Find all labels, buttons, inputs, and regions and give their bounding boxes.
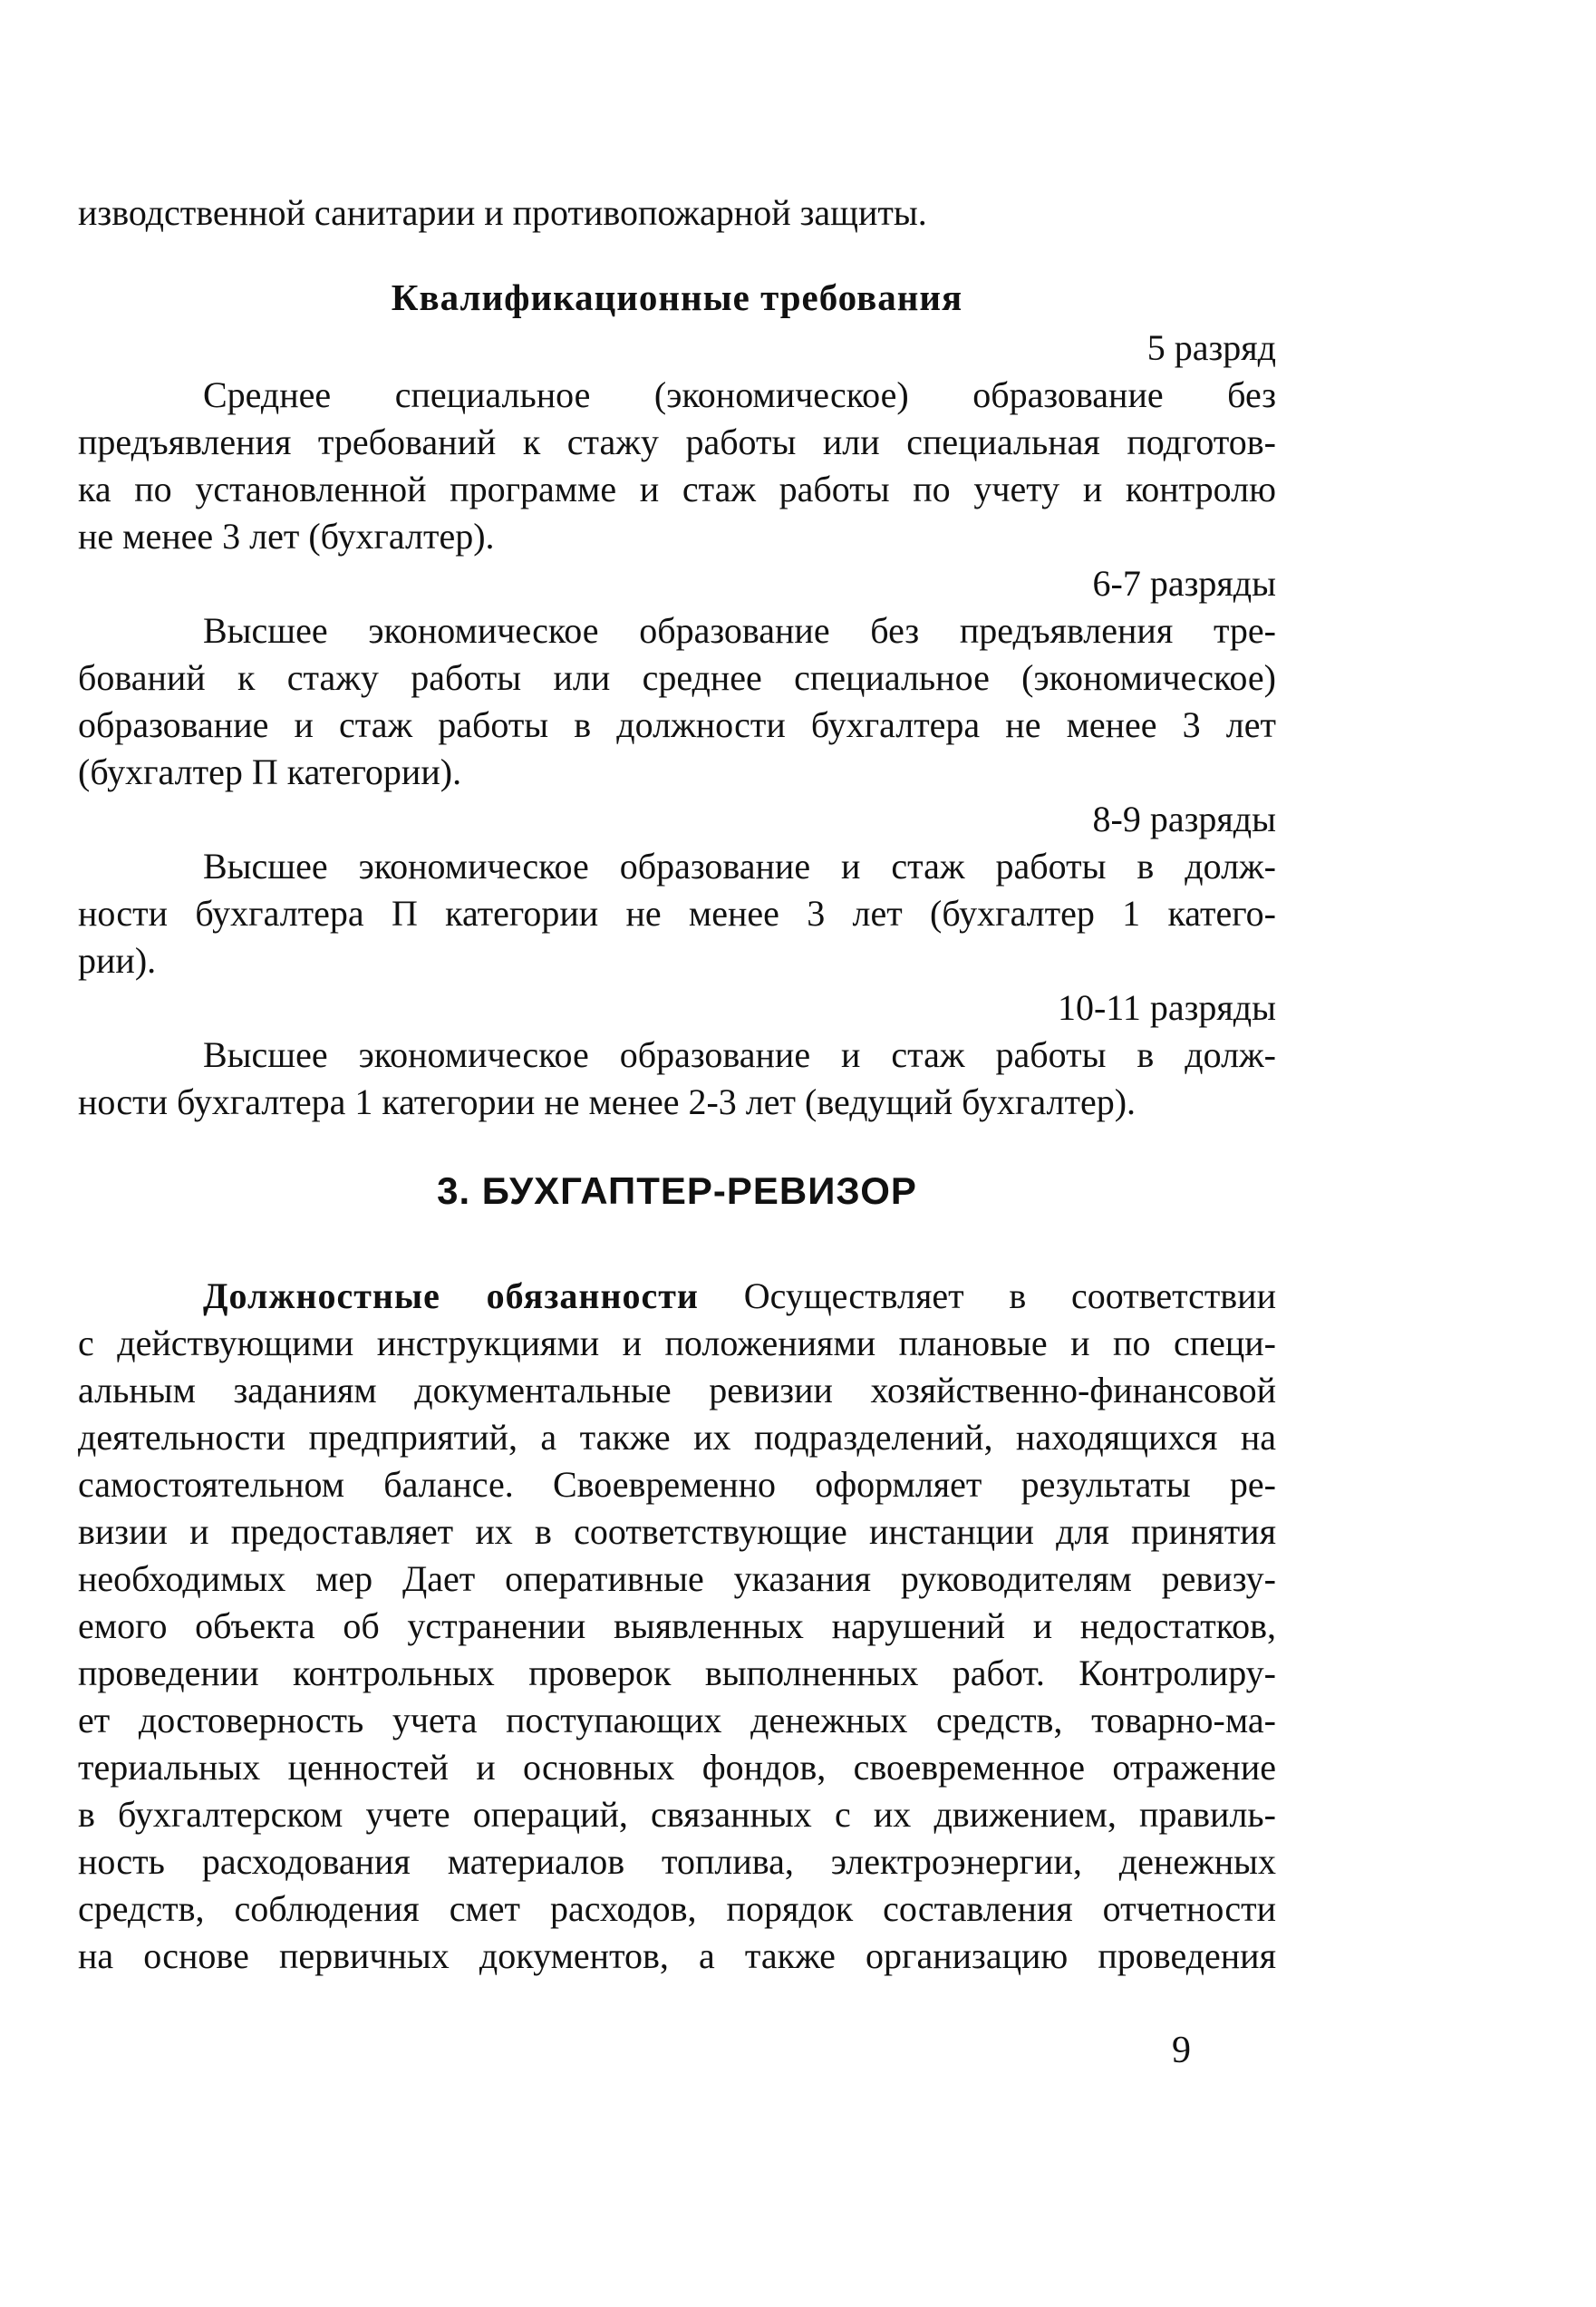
paragraph-line: Высшее экономическое образование без предъявления тре- (203, 610, 1276, 651)
grade-label: 8-9 разряды (1092, 799, 1276, 839)
paragraph-line: образование и стаж работы в должности бухгалтера не менее 3 лет (78, 704, 1276, 745)
paragraph-line: альным заданиям документальные ревизии хозяйственно-финансовой (78, 1370, 1276, 1410)
paragraph-line: емого объекта об устранении выявленных нарушений и недостатков, (78, 1605, 1276, 1646)
page-number: 9 (1172, 2030, 1191, 2071)
paragraph-line: визии и предоставляет их в соответствующие инстанции для принятия (78, 1511, 1276, 1552)
paragraph-line: рии). (78, 940, 157, 981)
paragraph-line: проведении контрольных проверок выполненных работ. Контролиру- (78, 1653, 1276, 1693)
paragraph-line: деятельности предприятий, а также их подразделений, находящихся на (78, 1417, 1276, 1458)
grade-label: 6-7 разряды (1092, 563, 1276, 604)
section-title: 3. БУХГАПТЕР-РЕВИЗОР (437, 1169, 917, 1212)
paragraph-line: самостоятельном балансе. Своевременно оформляет результаты ре- (78, 1464, 1276, 1505)
duties-label: Должностные обязанности (203, 1275, 699, 1316)
paragraph-line: ность расходования материалов топлива, электроэнергии, денежных (78, 1841, 1276, 1882)
paragraph-line: средств, соблюдения смет расходов, порядок составления отчетности (78, 1888, 1276, 1929)
paragraph-line: предъявления требований к стажу работы или специальная подготов- (78, 422, 1276, 462)
paragraph-line: необходимых мер Дает оперативные указания руководителям ревизу- (78, 1558, 1276, 1599)
paragraph-line: Высшее экономическое образование и стаж работы в долж- (203, 846, 1276, 887)
paragraph-line: с действующими инструкциями и положениями плановые и по специ- (78, 1323, 1276, 1363)
paragraph-line: на основе первичных документов, а также организацию проведения (78, 1935, 1276, 1976)
paragraph-line: (бухгалтер П категории). (78, 751, 462, 792)
duties-first-line (78, 1273, 1276, 1320)
paragraph-line: Высшее экономическое образование и стаж работы в долж- (203, 1034, 1276, 1075)
paragraph-line: ет достоверность учета поступающих денежных средств, товарно-ма- (78, 1700, 1276, 1740)
paragraph-line: бований к стажу работы или среднее специальное (экономическое) (78, 657, 1276, 698)
opening-line: изводственной санитарии и противопожарной защиты. (78, 192, 927, 233)
paragraph-line: ности бухгалтера 1 категории не менее 2-3 лет (ведущий бухгалтер). (78, 1081, 1137, 1122)
paragraph-line: не менее 3 лет (бухгалтер). (78, 516, 495, 557)
paragraph-line: ка по установленной программе и стаж работы по учету и контролю (78, 469, 1276, 509)
duties-first-line-text: Осуществляет в соответствии (743, 1275, 1276, 1316)
qualifications-heading: Квалификационные требования (391, 276, 963, 318)
paragraph-line: териальных ценностей и основных фондов, своевременное отражение (78, 1747, 1276, 1788)
grade-label: 10-11 разряды (1057, 987, 1276, 1028)
paragraph-line: ности бухгалтера П категории не менее 3 лет (бухгалтер 1 катего- (78, 893, 1276, 934)
grade-label: 5 разряд (1146, 327, 1276, 368)
paragraph-line: Среднее специальное (экономическое) образование без (203, 374, 1276, 415)
paragraph-line: в бухгалтерском учете операций, связанных с их движением, правиль- (78, 1794, 1276, 1835)
